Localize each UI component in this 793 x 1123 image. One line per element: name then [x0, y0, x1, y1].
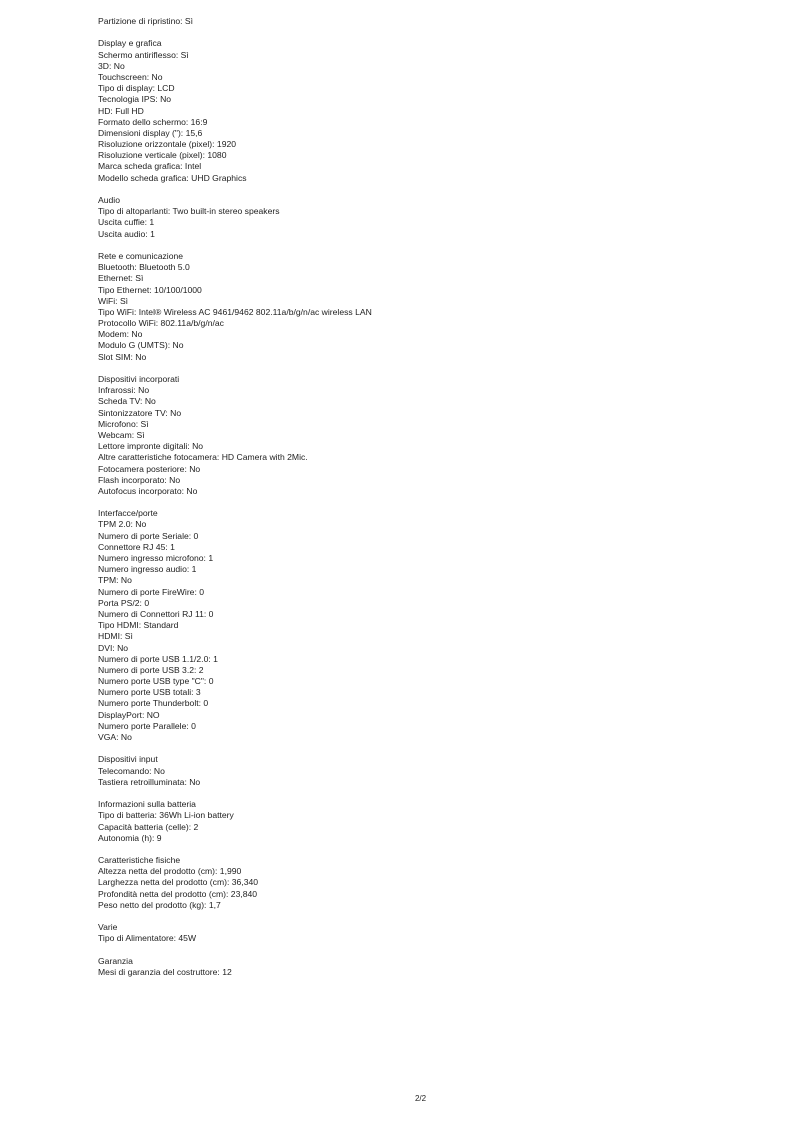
spec-line: Tipo HDMI: Standard — [98, 620, 179, 631]
spec-line: Tipo di display: LCD — [98, 83, 175, 94]
section-title: Dispositivi incorporati — [98, 374, 180, 384]
spec-line: Numero di Connettori RJ 11: 0 — [98, 608, 214, 619]
spec-line: Numero porte USB type "C": 0 — [98, 676, 214, 687]
spec-line: Slot SIM: No — [98, 351, 147, 362]
spec-line: Dimensioni display ("): 15,6 — [98, 127, 203, 138]
spec-line: Tecnologia IPS: No — [98, 94, 172, 105]
spec-line: Altre caratteristiche fotocamera: HD Camera with 2Mic. — [98, 452, 308, 463]
spec-line: Telecomando: No — [98, 765, 165, 776]
spec-line: Schermo antiriflesso: Sì — [98, 49, 189, 60]
spec-line: Numero di porte USB 1.1/2.0: 1 — [98, 653, 218, 664]
spec-line: Modello scheda grafica: UHD Graphics — [98, 172, 247, 183]
intro-line: Partizione di ripristino: Sì — [98, 16, 194, 26]
spec-line: Connettore RJ 45: 1 — [98, 541, 175, 552]
spec-line: Tipo WiFi: Intel® Wireless AC 9461/9462 802.11a/b/g/n/ac wireless LAN — [98, 306, 372, 317]
spec-line: Autofocus incorporato: No — [98, 485, 198, 496]
spec-line: Sintonizzatore TV: No — [98, 407, 182, 418]
section-title: Varie — [98, 922, 118, 933]
spec-line: Webcam: Sì — [98, 429, 145, 440]
spec-line: Marca scheda grafica: Intel — [98, 161, 202, 172]
spec-line: HD: Full HD — [98, 105, 144, 116]
spec-line: Infrarossi: No — [98, 385, 150, 396]
spec-line: Ethernet: Sì — [98, 273, 144, 284]
spec-line: DVI: No — [98, 642, 129, 653]
spec-section — [98, 956, 758, 978]
spec-line: WiFi: Sì — [98, 295, 129, 306]
spec-line: Tastiera retroilluminata: No — [98, 776, 201, 787]
spec-line: Risoluzione orizzontale (pixel): 1920 — [98, 139, 237, 150]
spec-line: Scheda TV: No — [98, 396, 156, 407]
spec-line: Numero porte Parallele: 0 — [98, 720, 196, 731]
spec-line: Tipo di Alimentatore: 45W — [98, 933, 197, 944]
section-title: Garanzia — [98, 955, 133, 966]
spec-line: Uscita audio: 1 — [98, 228, 155, 239]
spec-line: Lettore impronte digitali: No — [98, 441, 204, 452]
spec-line: Numero di porte FireWire: 0 — [98, 586, 205, 597]
spec-line: Touchscreen: No — [98, 71, 163, 82]
spec-line: Modem: No — [98, 329, 143, 340]
spec-line: Modulo G (UMTS): No — [98, 340, 184, 351]
spec-line: Formato dello schermo: 16:9 — [98, 116, 208, 127]
spec-section — [98, 799, 758, 844]
spec-section — [98, 922, 758, 944]
spec-line: 3D: No — [98, 60, 125, 71]
spec-line: Numero ingresso microfono: 1 — [98, 553, 214, 563]
spec-line: Numero porte USB totali: 3 — [98, 687, 201, 698]
spec-line: Tipo Ethernet: 10/100/1000 — [98, 284, 202, 295]
spec-line: Porta PS/2: 0 — [98, 597, 150, 608]
section-title: Interfacce/porte — [98, 508, 158, 519]
spec-line: Flash incorporato: No — [98, 474, 181, 485]
section-title: Rete e comunicazione — [98, 250, 184, 261]
spec-section — [98, 38, 758, 183]
spec-section — [98, 754, 758, 788]
spec-section — [98, 855, 758, 911]
spec-line: Capacità batteria (celle): 2 — [98, 821, 199, 832]
section-title: Dispositivi input — [98, 754, 158, 765]
spec-line: Profondità netta del prodotto (cm): 23,840 — [98, 888, 258, 899]
spec-section — [98, 508, 758, 743]
spec-line: Mesi di garanzia del costruttore: 12 — [98, 966, 232, 977]
spec-line: Autonomia (h): 9 — [98, 832, 162, 843]
spec-line: TPM 2.0: No — [98, 519, 147, 530]
spec-line: Uscita cuffie: 1 — [98, 217, 155, 228]
spec-line: Bluetooth: Bluetooth 5.0 — [98, 262, 190, 273]
spec-line: Numero ingresso audio: 1 — [98, 564, 197, 575]
section-title: Caratteristiche fisiche — [98, 855, 181, 866]
spec-line: Protocollo WiFi: 802.11a/b/g/n/ac — [98, 318, 224, 329]
spec-line: HDMI: Sì — [98, 631, 133, 642]
spec-line: VGA: No — [98, 732, 132, 742]
spec-line: Fotocamera posteriore: No — [98, 463, 201, 474]
spec-line: Peso netto del prodotto (kg): 1,7 — [98, 899, 221, 910]
page-number: 2/2 — [414, 1094, 427, 1103]
spec-line: Larghezza netta del prodotto (cm): 36,340 — [98, 877, 259, 888]
spec-line: Microfono: Sì — [98, 418, 149, 429]
spec-line: Tipo di altoparlanti: Two built-in stereo speakers — [98, 206, 280, 217]
spec-line: Tipo di batteria: 36Wh Li-ion battery — [98, 810, 234, 821]
spec-document — [98, 16, 758, 978]
spec-line: TPM: No — [98, 575, 132, 586]
section-title: Audio — [98, 195, 120, 205]
spec-section — [98, 374, 758, 497]
spec-section — [98, 195, 758, 240]
spec-line: Numero di porte Seriale: 0 — [98, 530, 199, 541]
spec-line: Numero porte Thunderbolt: 0 — [98, 698, 209, 709]
spec-line: Altezza netta del prodotto (cm): 1,990 — [98, 866, 242, 877]
spec-sections — [98, 38, 758, 978]
spec-line: Numero di porte USB 3.2: 2 — [98, 664, 204, 675]
spec-line: Risoluzione verticale (pixel): 1080 — [98, 150, 227, 161]
spec-section — [98, 251, 758, 363]
section-title: Informazioni sulla batteria — [98, 799, 196, 810]
spec-line: DisplayPort: NO — [98, 709, 160, 720]
section-title: Display e grafica — [98, 38, 162, 49]
